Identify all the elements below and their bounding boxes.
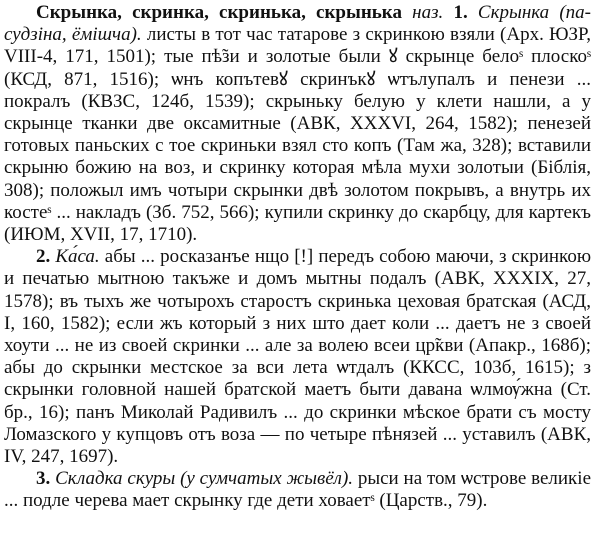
part-of-speech: наз. [412, 2, 444, 23]
entry-sense-2 [4, 246, 591, 468]
entry-sense-3 [4, 468, 591, 512]
sense-gloss: Ка́са. [55, 246, 100, 268]
entry-sense-1 [4, 2, 591, 246]
sense-number: 1. [453, 2, 468, 23]
sense-citations: листы в тот час татарове з скринкою взяли (Арх. ЮЗР, VIII-4, 171, 1501); тые пѣ̃зи и золотые были ꙋ скрынце белоˢ плоскоˢ (КСД, 871, 1516); ѡнъ копътевꙋ скринъкꙋ ѡтълупалъ и пенези ... покралъ (КВЗС, 124б, 1539); скрыньку белую у клети нашли, а у скрынце тканки две оксамитные (АВК, XXXVI, 264, 1582); пенезей готовых паньских с тое скриньки взял сто копъ (Там жа, 328); вставили скрыню божию на воз, и скринку которая мѣла мухи золотыи (Біблія, 308); положыл имъ чотыри скрынки двѣ золотом покрывъ, а внутрь их костеˢ ... накладъ (Зб. 752, 566); купили скринку до скарбцу, для картекъ (ИЮМ, XVII, 17, 1710). [4, 24, 592, 246]
sense-number: 2. [36, 246, 51, 268]
sense-citations: абы ... росказанъе нщо [!] передъ собою маючи, з скринкою и печатью мытною такъже и домъ мытны подалъ (АВК, XXXIX, 27, 1578); въ тыхъ же чотырохъ старостъ скринька цеховая братская (АСД, I, 160, 1582); если жъ который з них што дает коли ... даетъ не з своей хоути ... не из своей скринки ... але за волею всеи цр̃кви (Апакр., 168б); абы до скрынки местское за вси лета ѡтдалъ (ККСС, 103б, 1615); з скрынки головной нашей братской маетъ быти давана ѡлмѹ́жна (Ст. бр., 16); панъ Миколай Радивилъ ... до скринки мѣское брати съ мосту Ломазского у купцовъ отъ воза — по четыре пѣнязей ... уставилъ (АВК, IV, 247, 1697). [4, 246, 592, 468]
sense-number: 3. [36, 468, 51, 490]
sense-citations: рыси на том ѡстрове великіе ... подле черева мает скрынку где дети ховаетˢ (Царств., 79). [4, 468, 591, 512]
headword: Скрынка, скринка, скринька, скрынька [36, 2, 402, 23]
sense-gloss: Складка скуры (у сумчатых жывёл). [55, 468, 354, 490]
sense-gloss: Скрынка (па-судзіна, ёмішча). [4, 2, 591, 46]
